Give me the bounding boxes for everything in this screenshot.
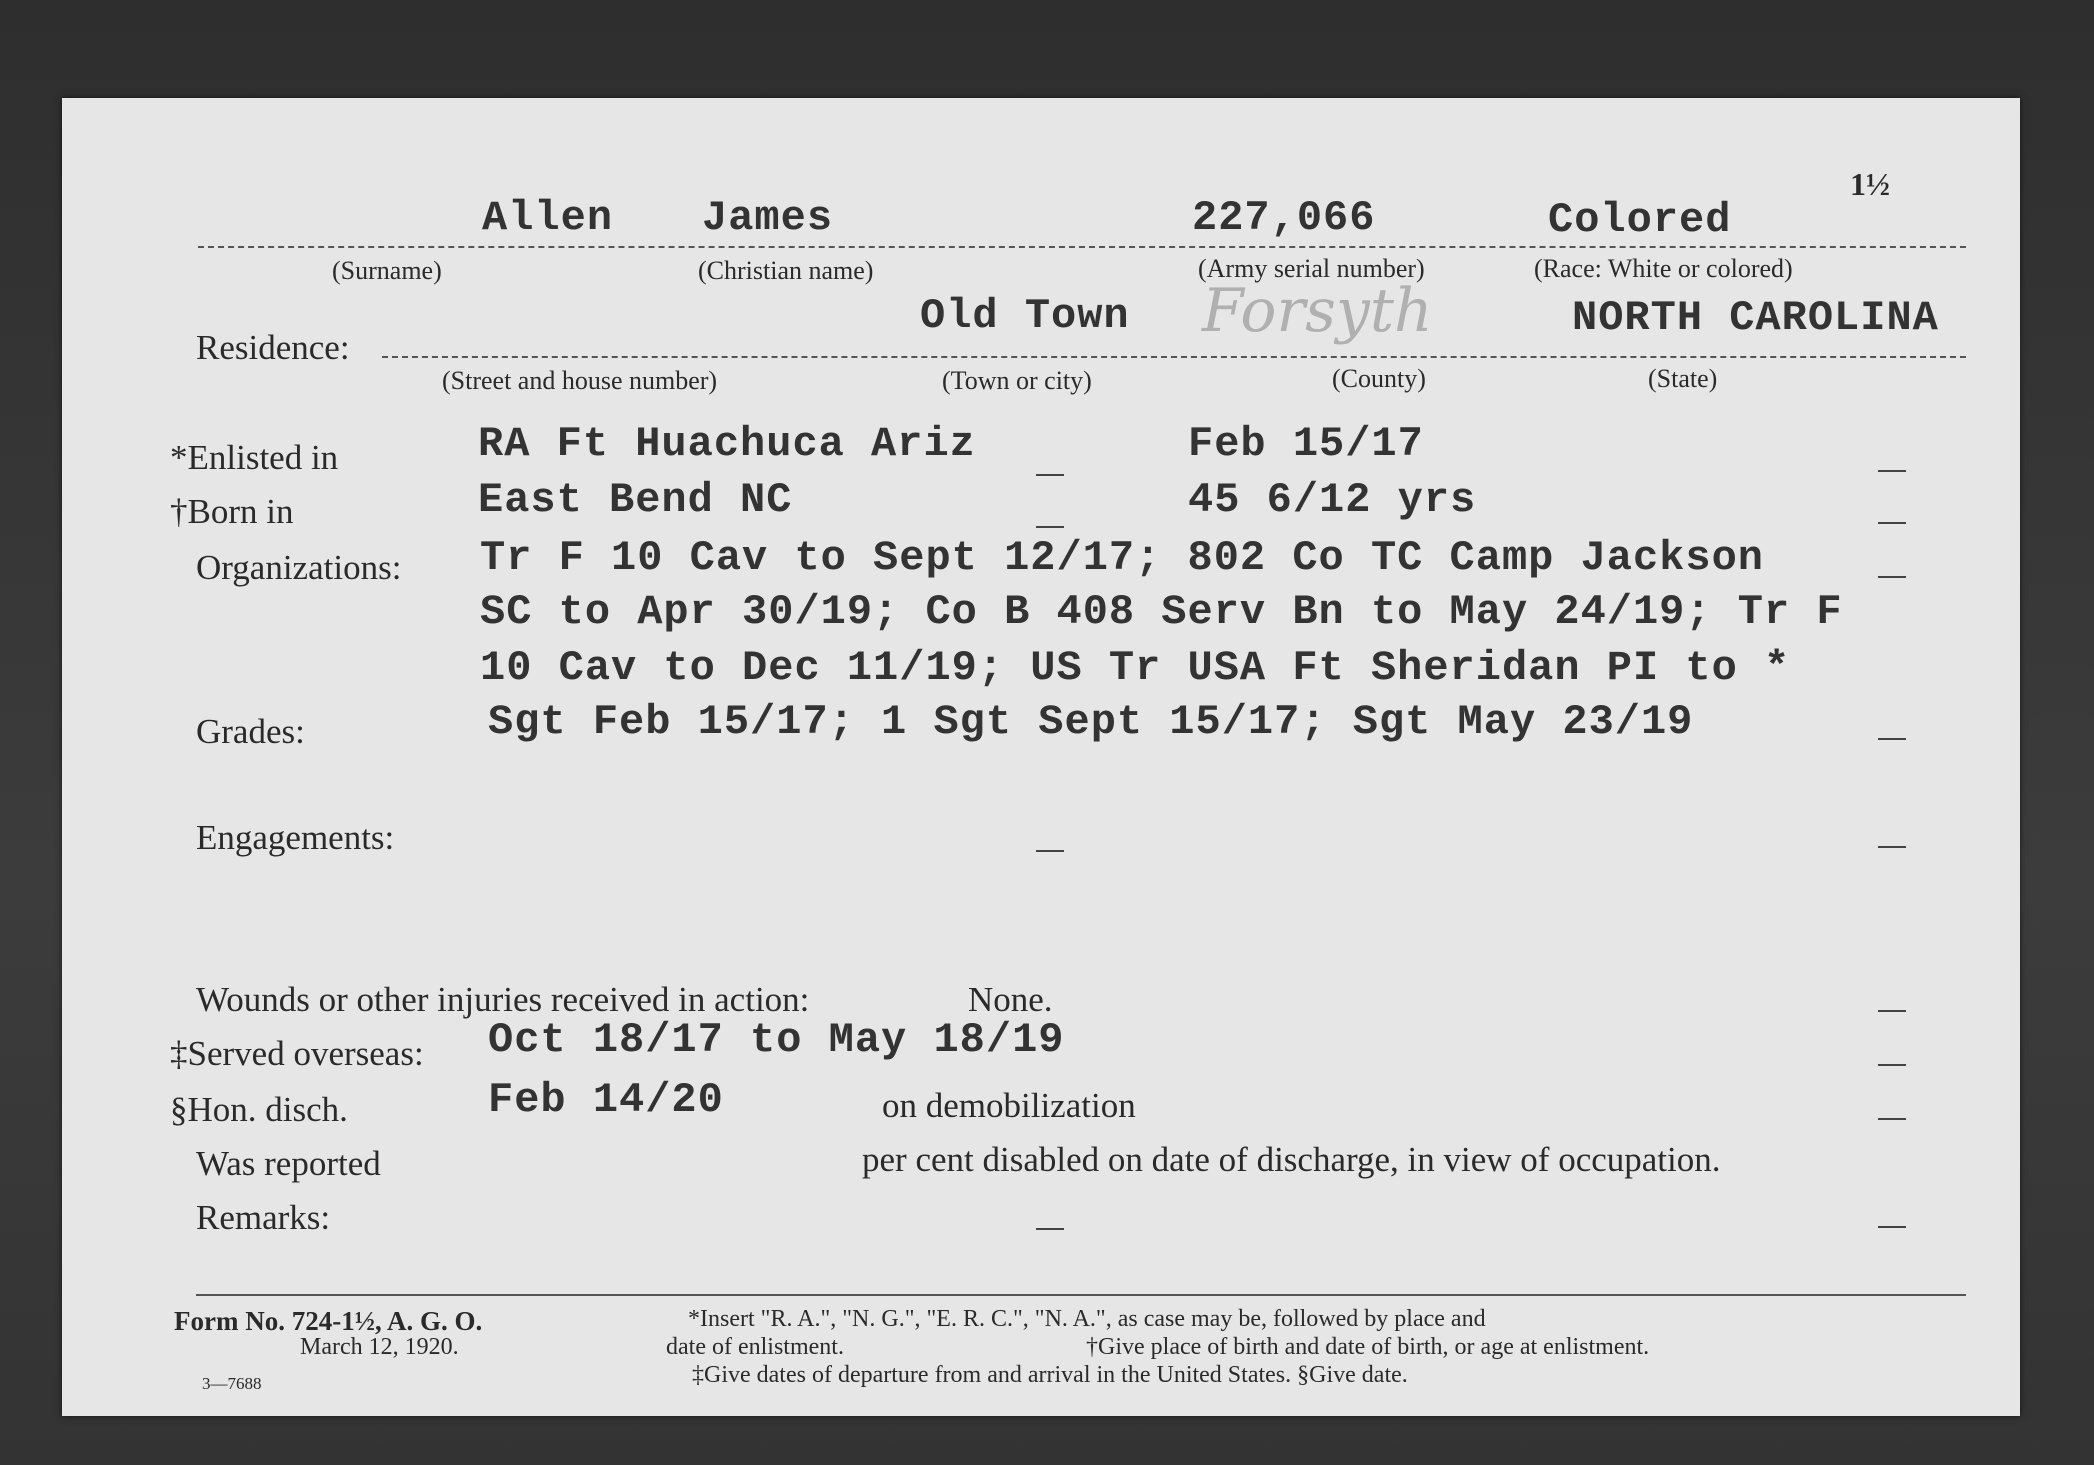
organizations-line-3: 10 Cav to Dec 11/19; US Tr USA Ft Sheridan PI to *	[480, 644, 1791, 692]
wounds-label: Wounds or other injuries received in action:	[196, 980, 810, 1019]
wounds-value: None.	[968, 980, 1053, 1019]
footer-rule	[196, 1294, 1966, 1296]
wounds-end-tick	[1878, 1010, 1906, 1012]
remarks-mid-tick	[1036, 1228, 1064, 1230]
residence-state: NORTH CAROLINA	[1572, 294, 1939, 342]
form-date: March 12, 1920.	[300, 1334, 459, 1360]
born-mid-tick	[1036, 526, 1064, 528]
town-caption: (Town or city)	[942, 366, 1092, 395]
enlisted-label: *Enlisted in	[170, 438, 339, 477]
born-end-tick	[1878, 522, 1906, 524]
overseas-label: ‡Served overseas:	[170, 1034, 424, 1073]
discharge-label: §Hon. disch.	[170, 1090, 348, 1129]
engagements-end-tick	[1878, 846, 1906, 848]
enlisted-place: RA Ft Huachuca Ariz	[478, 420, 976, 468]
form-number: Form No. 724-1½, A. G. O.	[174, 1306, 483, 1336]
organizations-end-tick	[1878, 576, 1906, 578]
born-label: †Born in	[170, 492, 294, 531]
remarks-label: Remarks:	[196, 1198, 331, 1237]
residence-line	[382, 356, 1966, 358]
grades-value: Sgt Feb 15/17; 1 Sgt Sept 15/17; Sgt May 23/19	[488, 698, 1694, 746]
footer-note-line-2a: date of enlistment.	[666, 1334, 844, 1360]
print-code: 3—7688	[202, 1374, 262, 1393]
service-record-card	[62, 98, 2020, 1416]
enlisted-mid-tick	[1036, 474, 1064, 476]
discharge-end-tick	[1878, 1118, 1906, 1120]
remarks-end-tick	[1878, 1226, 1906, 1228]
organizations-label: Organizations:	[196, 548, 402, 587]
race-value: Colored	[1548, 196, 1732, 244]
footer-note-line-2b: †Give place of birth and date of birth, or age at enlistment.	[1086, 1334, 1650, 1360]
residence-county-handwritten: Forsyth	[1202, 276, 1433, 346]
street-caption: (Street and house number)	[442, 366, 718, 395]
engagements-mid-tick	[1036, 850, 1064, 852]
overseas-end-tick	[1878, 1064, 1906, 1066]
born-place: East Bend NC	[478, 476, 793, 524]
discharge-date: Feb 14/20	[488, 1076, 724, 1124]
christian-name-value: James	[702, 194, 834, 242]
corner-mark: 1½	[1850, 166, 1890, 202]
residence-town: Old Town	[920, 292, 1130, 340]
race-caption: (Race: White or colored)	[1534, 254, 1793, 283]
reported-label: Was reported	[196, 1144, 381, 1183]
county-caption: (County)	[1332, 364, 1426, 393]
footer-note-line-1: *Insert "R. A.", "N. G.", "E. R. C.", "N. A.", as case may be, followed by place and	[688, 1306, 1486, 1332]
organizations-line-2: SC to Apr 30/19; Co B 408 Serv Bn to May 24/19; Tr F	[480, 588, 1843, 636]
state-caption: (State)	[1648, 364, 1718, 393]
enlisted-date: Feb 15/17	[1188, 420, 1424, 468]
serial-number-value: 227,066	[1192, 194, 1376, 242]
grades-end-tick	[1878, 738, 1906, 740]
header-line	[198, 246, 1966, 248]
reported-text: per cent disabled on date of discharge, in view of occupation.	[862, 1140, 1721, 1179]
enlisted-end-tick	[1878, 470, 1906, 472]
residence-label: Residence:	[196, 328, 350, 367]
discharge-note: on demobilization	[882, 1086, 1136, 1125]
surname-caption: (Surname)	[332, 256, 442, 285]
overseas-value: Oct 18/17 to May 18/19	[488, 1016, 1065, 1064]
organizations-line-1: Tr F 10 Cav to Sept 12/17; 802 Co TC Camp Jackson	[480, 534, 1765, 582]
grades-label: Grades:	[196, 712, 305, 751]
surname-value: Allen	[482, 194, 614, 242]
born-age: 45 6/12 yrs	[1188, 476, 1477, 524]
footer-note-line-3: ‡Give dates of departure from and arrival in the United States. §Give date.	[692, 1362, 1408, 1388]
serial-number-caption: (Army serial number)	[1198, 254, 1425, 283]
engagements-label: Engagements:	[196, 818, 395, 857]
christian-name-caption: (Christian name)	[698, 256, 874, 285]
